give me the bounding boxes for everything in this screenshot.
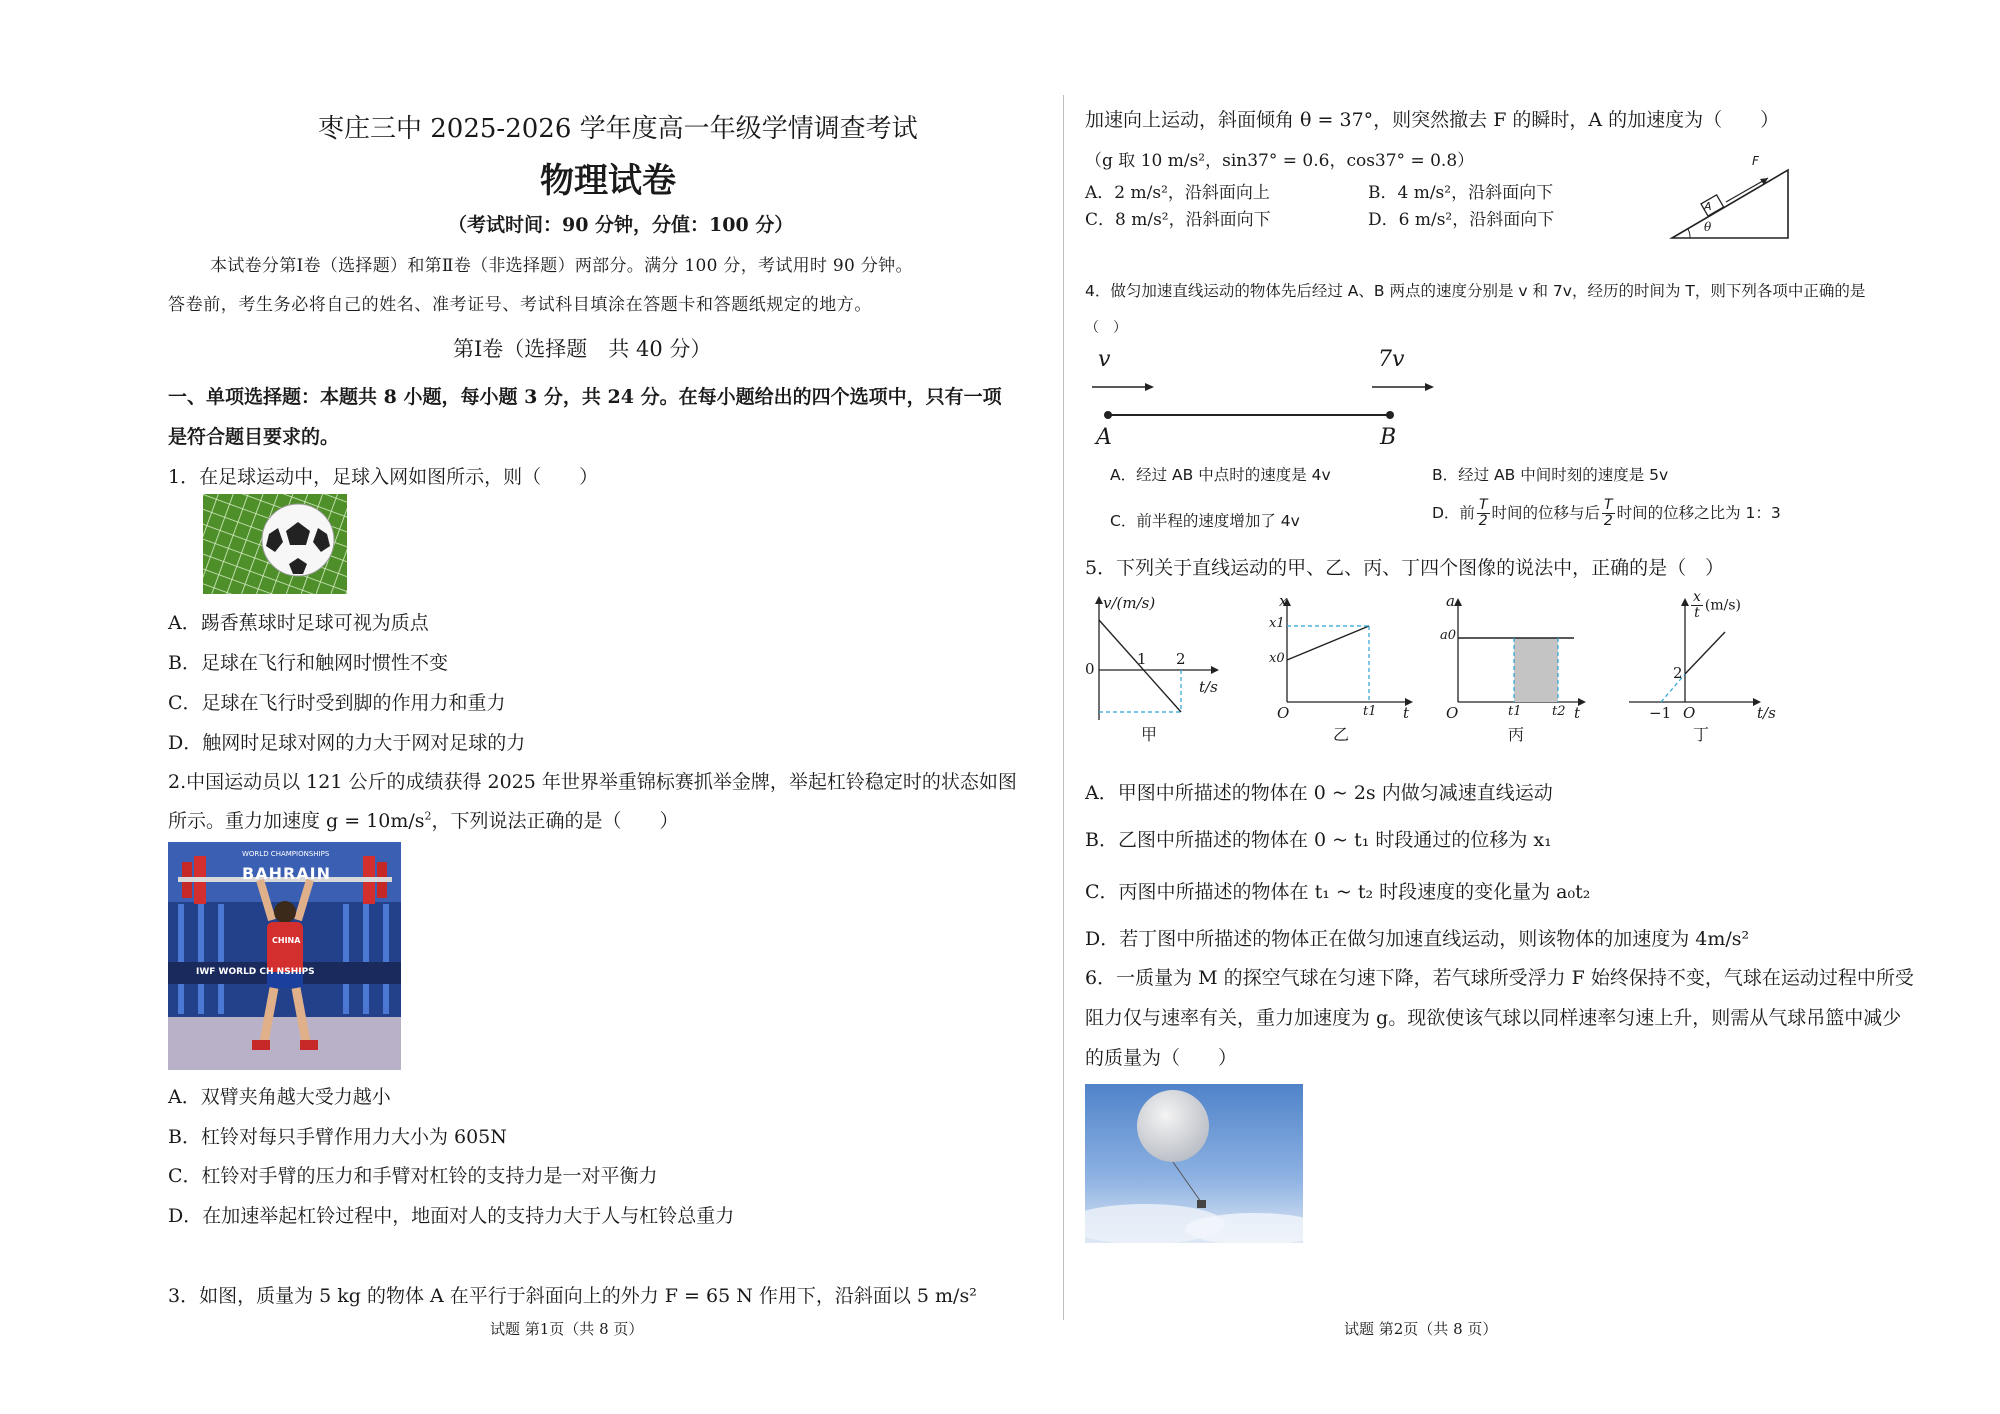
q4-label-7v: 7v: [1378, 347, 1405, 372]
q6-stem-line-3: 的质量为（ ）: [1085, 1047, 1238, 1069]
graph-bing-t1: t1: [1508, 704, 1522, 719]
graph-ding-two: 2: [1673, 664, 1683, 682]
q5-stem: 5．下列关于直线运动的甲、乙、丙、丁四个图像的说法中，正确的是（ ）: [1085, 557, 1725, 579]
graph-jia-plot: [1085, 592, 1230, 747]
graph-yi-x0: x0: [1269, 651, 1285, 666]
q4-paren: （ ）: [1085, 320, 1127, 336]
banner-world-championships: WORLD CHAMPIONSHIPS: [242, 850, 330, 858]
q4-label-v: v: [1098, 347, 1111, 372]
q4-option-d-pre: D．前: [1432, 504, 1475, 522]
incline-label-theta: θ: [1704, 220, 1712, 234]
graph-yi-x1: x1: [1269, 616, 1285, 631]
q2-option-c: C．杠铃对手臂的压力和手臂对杠铃的支持力是一对平衡力: [168, 1165, 658, 1187]
banner-bahrain: BAHRAIN: [242, 864, 332, 883]
q1-option-d: D．触网时足球对网的力大于网对足球的力: [168, 732, 526, 754]
incline-label-f: F: [1752, 154, 1759, 168]
graph-jia-caption: 甲: [1141, 725, 1158, 744]
q2-option-d: D．在加速举起杠铃过程中，地面对人的支持力大于人与杠铃总重力: [168, 1205, 735, 1227]
banner-iwf: IWF WORLD CH NSHIPS: [196, 967, 315, 977]
q4-option-d-post: 时间的位移之比为 1：3: [1616, 504, 1781, 522]
graph-jia-tick-2: 2: [1176, 650, 1186, 668]
graph-ding-ylabel-den: t: [1694, 605, 1700, 621]
q2-option-a: A．双臂夹角越大受力越小: [168, 1086, 391, 1108]
q5-option-d: D．若丁图中所描述的物体正在做匀加速直线运动，则该物体的加速度为 4m/s²: [1085, 928, 1750, 950]
q6-stem-line-1: 6．一质量为 M 的探空气球在匀速下降，若气球所受浮力 F 始终保持不变，气球在运动过程中所受: [1085, 967, 1914, 989]
q1-option-c: C．足球在飞行时受到脚的作用力和重力: [168, 692, 506, 714]
subject-title: 物理试卷: [540, 161, 676, 201]
q5-option-b: B．乙图中所描述的物体在 0 ~ t₁ 时段通过的位移为 x₁: [1085, 829, 1552, 851]
weightlifter-image: [168, 842, 401, 1070]
q3-option-d: D．6 m/s²，沿斜面向下: [1368, 210, 1555, 230]
q4-option-b: B．经过 AB 中间时刻的速度是 5v: [1432, 466, 1669, 484]
q2-stem-line-2: [168, 806, 679, 833]
graph-jia: [1085, 592, 1230, 747]
graph-ding-ylabel-unit: (m/s): [1704, 597, 1742, 614]
weather-balloon-image: [1085, 1084, 1303, 1243]
q4-stem: 4．做匀加速直线运动的物体先后经过 A、B 两点的速度分别是 v 和 7v，经历的时间为 T，则下列各项中正确的是: [1085, 282, 1866, 300]
q5-option-c: C．丙图中所描述的物体在 t₁ ~ t₂ 时段速度的变化量为 a₀t₂: [1085, 881, 1591, 903]
graph-ding-ylabel-frac: [1691, 590, 1703, 621]
graph-ding-ylabel: [1689, 590, 1741, 621]
q4-fraction-2: [1602, 498, 1615, 529]
q4-option-d: [1432, 498, 1781, 529]
graph-bing-t2: t2: [1552, 704, 1566, 719]
graph-yi: [1265, 592, 1425, 747]
page1-footer: 试题 第1页（共 8 页）: [490, 1320, 644, 1338]
intro-line-2: 答卷前，考生务必将自己的姓名、准考证号、考试科目填涂在答题卡和答题纸规定的地方。: [168, 295, 872, 315]
graph-jia-ylabel: v/(m/s): [1103, 594, 1156, 612]
q3-option-c: C．8 m/s²，沿斜面向下: [1085, 210, 1271, 230]
q1-stem: 1．在足球运动中，足球入网如图所示，则（ ）: [168, 466, 599, 488]
q2-stem-sup: 2: [424, 809, 432, 823]
exam-info: （考试时间：90 分钟，分值：100 分）: [448, 214, 794, 236]
graph-bing-xlabel: t: [1574, 704, 1581, 722]
soccer-net-illustration: [203, 494, 347, 594]
q6-stem-line-2: 阻力仅与速率有关，重力加速度为 g。现欲使该气球以同样速率匀速上升，则需从气球吊篮中减少: [1085, 1007, 1902, 1029]
q3-stem-continued: 加速向上运动，斜面倾角 θ = 37°，则突然撤去 F 的瞬时，A 的加速度为（ ）: [1085, 109, 1780, 131]
page2-footer: 试题 第2页（共 8 页）: [1344, 1320, 1498, 1338]
graph-ding-ylabel-num: x: [1693, 589, 1701, 605]
part1-instruction-2: 是符合题目要求的。: [168, 426, 340, 448]
graph-yi-origin: O: [1277, 704, 1290, 722]
graph-yi-t1: t1: [1363, 704, 1377, 719]
q2-stem-text-end: ，下列说法正确的是（ ）: [431, 810, 679, 832]
school-title: 枣庄三中 2025-2026 学年度高一年级学情调查考试: [318, 114, 918, 144]
q3-stem: 3．如图，质量为 5 kg 的物体 A 在平行于斜面向上的外力 F = 65 N 作用下，沿斜面以 5 m/s²: [168, 1285, 977, 1307]
q4-fraction-1: [1477, 498, 1490, 529]
graph-yi-ylabel: x: [1279, 592, 1288, 610]
graph-ding-neg1: −1: [1649, 704, 1672, 722]
q4-label-a: A: [1096, 425, 1112, 450]
q3-given: （g 取 10 m/s²，sin37° = 0.6，cos37° = 0.8）: [1085, 151, 1475, 171]
q4-option-a: A．经过 AB 中点时的速度是 4v: [1110, 466, 1331, 484]
intro-line-1: 本试卷分第Ⅰ卷（选择题）和第Ⅱ卷（非选择题）两部分。满分 100 分，考试用时 90 分钟。: [210, 256, 913, 276]
q3-option-a: A．2 m/s²，沿斜面向上: [1085, 183, 1270, 203]
q4-fraction-1-num: T: [1478, 497, 1488, 513]
q2-stem-text: 所示。重力加速度 g = 10m/s: [168, 810, 425, 832]
incline-figure: [1668, 152, 1793, 242]
incline-label-a: A: [1704, 200, 1712, 213]
graph-jia-xlabel: t/s: [1199, 678, 1218, 696]
jersey-china: CHINA: [272, 936, 301, 945]
weather-balloon-illustration: [1085, 1084, 1303, 1243]
q4-fraction-2-den: 2: [1603, 513, 1613, 529]
graph-yi-xlabel: t: [1403, 704, 1410, 722]
q5-option-a: A．甲图中所描述的物体在 0 ~ 2s 内做匀减速直线运动: [1085, 782, 1553, 804]
q4-fraction-1-den: 2: [1478, 513, 1488, 529]
graph-bing-ylabel: a: [1446, 592, 1455, 610]
q2-stem-line-1: 2.中国运动员以 121 公斤的成绩获得 2025 年世界举重锦标赛抓举金牌，举起杠铃稳定时的状态如图: [168, 771, 1017, 793]
incline-diagram: [1668, 152, 1793, 242]
graph-ding-origin: O: [1683, 704, 1696, 722]
graph-ding-xlabel: t/s: [1757, 704, 1776, 722]
q4-option-d-mid: 时间的位移与后: [1491, 504, 1601, 522]
q3-option-b: B．4 m/s²，沿斜面向下: [1368, 183, 1554, 203]
q2-option-b: B．杠铃对每只手臂作用力大小为 605N: [168, 1126, 507, 1148]
q4-fraction-2-num: T: [1604, 497, 1613, 513]
section-title: 第Ⅰ卷（选择题 共 40 分）: [453, 337, 712, 361]
part1-instruction-1: 一、单项选择题：本题共 8 小题，每小题 3 分，共 24 分。在每小题给出的四个选项中，只有一项: [168, 386, 1002, 408]
q4-motion-diagram: [1090, 345, 1450, 455]
q1-option-a: A．踢香蕉球时足球可视为质点: [168, 612, 429, 634]
graph-ding: [1625, 589, 1785, 747]
q4-option-c: C．前半程的速度增加了 4v: [1110, 512, 1300, 530]
q1-option-b: B．足球在飞行和触网时惯性不变: [168, 652, 448, 674]
graph-yi-caption: 乙: [1333, 725, 1350, 744]
graph-bing-a0: a0: [1440, 628, 1457, 643]
graph-bing-origin: O: [1446, 704, 1459, 722]
graph-jia-origin: 0: [1085, 660, 1095, 678]
graph-bing: [1432, 592, 1592, 747]
q4-label-b: B: [1380, 425, 1397, 450]
page-divider: [1063, 95, 1064, 1320]
soccer-goal-image: [203, 494, 347, 594]
graph-jia-tick-1: 1: [1137, 650, 1147, 668]
graph-bing-caption: 丙: [1508, 725, 1525, 744]
graph-ding-caption: 丁: [1693, 725, 1710, 744]
